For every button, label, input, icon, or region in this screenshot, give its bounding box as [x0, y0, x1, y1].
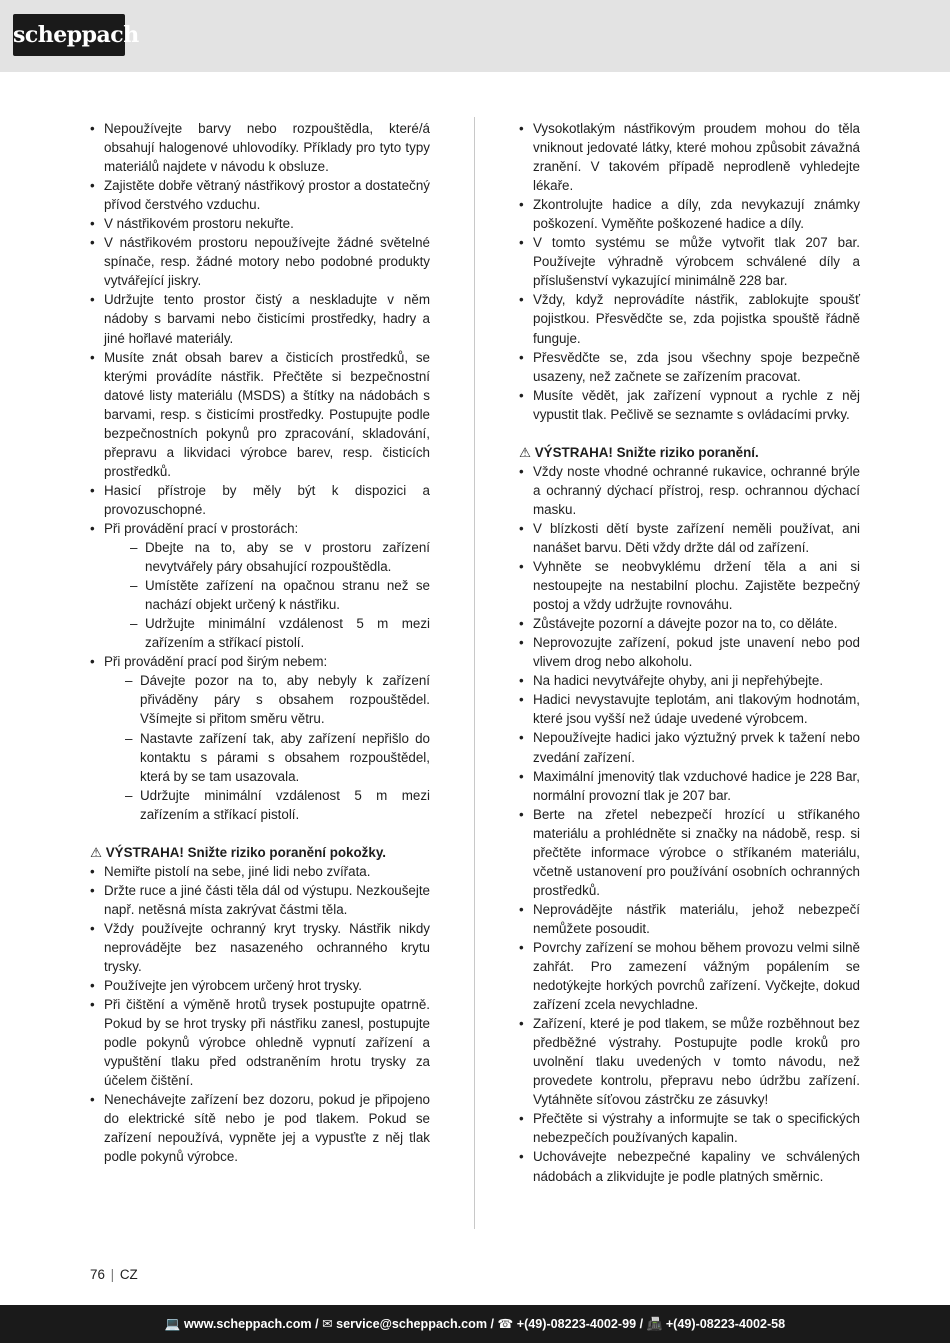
contact-footer-bar [0, 1305, 950, 1343]
list-item: • Nepoužívejte barvy nebo rozpouštědla, které/á obsahují halogenové uhlovodíky. Příklady pro tyto typy materiálů najdete v návodu k obsluze. [90, 119, 430, 176]
sub-item: – Dbejte na to, aby se v prostoru zařízení nevytvářely páry obsahující rozpouštědla. [145, 538, 430, 576]
list-item-outdoor [90, 652, 430, 823]
list-item: • Vždy, když neprovádíte nástřik, zablokujte spoušť pojistkou. Přesvědčte se, zda pojistka spouště řádně funguje. [519, 290, 860, 347]
list-item: • Nenechávejte zařízení bez dozoru, pokud je připojeno do elektrické sítě nebo je pod tlakem. Pokud se zařízení nepoužívá, vypněte jej a vypusťte z něj tlak podle pokynů výrobce. [90, 1090, 430, 1166]
column-divider [474, 117, 475, 1229]
indoor-intro: Při provádění prací v prostorách: [104, 520, 299, 536]
phone-icon: ☎ [497, 1317, 514, 1331]
list-item: • Vysokotlakým nástřikovým proudem mohou do těla vniknout jedovaté látky, které mohou způsobit závažná zranění. V takovém případě neprodleně vyhledejte lékaře. [519, 119, 860, 195]
right-bullet-list-2 [519, 462, 860, 1186]
right-bullet-list-1 [519, 119, 860, 424]
warning-heading-text: VÝSTRAHA! Snižte riziko poranění. [534, 444, 759, 460]
list-item: • Berte na zřetel nebezpečí hrozící u stříkaného materiálu a prohlédněte si značky na nádobě, resp. si přečtěte informace výrobce o stříkaném materiálu, včetně ustanovení pro používání osobních ochranných prostředků. [519, 805, 860, 900]
list-item: • Neprovozujte zařízení, pokud jste unavení nebo pod vlivem drog nebo alkoholu. [519, 633, 860, 671]
list-item: • V blízkosti dětí byste zařízení neměli používat, ani nanášet barvu. Děti vždy držte dál od zařízení. [519, 519, 860, 557]
list-item: • Používejte jen výrobcem určený hrot trysky. [90, 976, 430, 995]
list-item: • Musíte vědět, jak zařízení vypnout a rychle z něj vypustit tlak. Pečlivě se seznamte s ovládacími prvky. [519, 386, 860, 424]
right-column [519, 119, 860, 1186]
phone-number[interactable]: +(49)-08223-4002-99 [516, 1317, 637, 1331]
injury-warning-heading [519, 443, 860, 462]
list-item: • Nepoužívejte hadici jako výztužný prvek k tažení nebo zvedání zařízení. [519, 728, 860, 766]
list-item: • Hadici nevystavujte teplotám, ani tlakovým hodnotám, které jsou vyšší než údaje uvedené výrobcem. [519, 690, 860, 728]
list-item: • Přečtěte si výstrahy a informujte se tak o specifických nebezpečích používaných kapalin. [519, 1109, 860, 1147]
list-item: • Zůstávejte pozorní a dávejte pozor na to, co děláte. [519, 614, 860, 633]
list-item: • Hasicí přístroje by měly být k dispozici a provozuschopné. [90, 481, 430, 519]
warning-heading-text: VÝSTRAHA! Snižte riziko poranění pokožky. [105, 844, 386, 860]
sub-item: – Nastavte zařízení tak, aby zařízení nepřišlo do kontaktu s párami s obsahem rozpouštědel, která by se tam usazovala. [140, 729, 430, 786]
sub-item: – Udržujte minimální vzdálenost 5 m mezi zařízením a stříkací pistolí. [145, 614, 430, 652]
left-column [90, 119, 430, 1167]
list-item: • Přesvědčte se, zda jsou všechny spoje bezpečně usazeny, než začnete se zařízením pracovat. [519, 348, 860, 386]
skin-injury-warning-heading [90, 843, 430, 862]
list-item: • Zajistěte dobře větraný nástřikový prostor a dostatečný přívod čerstvého vzduchu. [90, 176, 430, 214]
list-item: • Maximální jmenovitý tlak vzduchové hadice je 228 Bar, normální provozní tlak je 207 bar. [519, 767, 860, 805]
list-item: • Musíte znát obsah barev a čisticích prostředků, se kterými provádíte nástřik. Přečtěte si bezpečnostní datové listy materiálu (MSDS) a štítky na nádobách s barvami, resp. s čisticími prostředky. Postupujte podle bezpečnostních pokynů pro zpracování, skladování, přepravu a likvidaci výrobce barev, resp. čisticích prostředků. [90, 348, 430, 481]
list-item: • Držte ruce a jiné části těla dál od výstupu. Nezkoušejte např. netěsná místa zakrývat částmi těla. [90, 881, 430, 919]
list-item: • V nástřikovém prostoru nekuřte. [90, 214, 430, 233]
indoor-sublist [104, 538, 430, 652]
list-item: • Udržujte tento prostor čistý a neskladujte v něm nádoby s barvami nebo čisticími prostředky, hadry a jiné hořlavé materiály. [90, 290, 430, 347]
computer-icon: 💻 [164, 1317, 181, 1331]
page-number: 76 [90, 1267, 105, 1282]
list-item: • Nemiřte pistolí na sebe, jiné lidi nebo zvířata. [90, 862, 430, 881]
list-item: • Zařízení, které je pod tlakem, se může rozběhnout bez předběžné výstrahy. Postupujte podle kroků pro uvolnění tlaku uvedených v tomto návodu, než provedete kontrolu, přepravu nebo údržbu zařízení. Vytáhněte síťovou zástrčku ze zásuvky! [519, 1014, 860, 1109]
list-item-indoor [90, 519, 430, 652]
list-item: • Uchovávejte nebezpečné kapaliny ve schválených nádobách a zlikvidujte je podle platných směrnic. [519, 1147, 860, 1185]
footer-slash: / [490, 1317, 495, 1331]
list-item: • Vždy používejte ochranný kryt trysky. Nástřik nikdy neprovádějte bez nasazeného ochranného krytu trysky. [90, 919, 430, 976]
sub-item: – Udržujte minimální vzdálenost 5 m mezi zařízením a stříkací pistolí. [140, 786, 430, 824]
footer-slash: / [315, 1317, 319, 1331]
warning-icon: ⚠ [519, 444, 532, 460]
left-bullet-list-2 [90, 862, 430, 1167]
list-item: • Při čištění a výměně hrotů trysek postupujte opatrně. Pokud by se hrot trysky při nástřiku zanesl, postupujte podle pokynů výrobce ohledně vypnutí zařízení a vypuštění tlaku před odstraněním hrotu trysky za účelem čištění. [90, 995, 430, 1090]
fax-icon: 📠 [646, 1317, 663, 1331]
sub-item: – Dávejte pozor na to, aby nebyly k zařízení přiváděny páry s obsahem rozpouštědel. Všímejte si přitom směru větru. [140, 671, 430, 728]
outdoor-sublist [104, 671, 430, 823]
website-link[interactable]: www.scheppach.com [183, 1317, 312, 1331]
warning-icon: ⚠ [90, 844, 103, 860]
scheppach-logo: scheppach [13, 14, 125, 56]
page-separator: | [110, 1267, 115, 1282]
list-item: • Zkontrolujte hadice a díly, zda nevykazují známky poškození. Vyměňte poškozené hadice a díly. [519, 195, 860, 233]
email-link[interactable]: service@scheppach.com [336, 1317, 488, 1331]
left-bullet-list-1 [90, 119, 430, 824]
language-code: CZ [119, 1267, 138, 1282]
list-item: • Povrchy zařízení se mohou během provozu velmi silně zahřát. Pro zamezení vážným popálením se nedotýkejte horkých povrchů zařízení. Vyčkejte, dokud zařízení zcela nevychladne. [519, 938, 860, 1014]
list-item: • Neprovádějte nástřik materiálu, jehož nebezpečí nemůžete posoudit. [519, 900, 860, 938]
page-header [0, 0, 950, 72]
list-item: • Vyhněte se neobvyklému držení těla a ani si nestoupejte na nestabilní plochu. Zajistěte bezpečný postoj a vždy udržujte rovnováhu. [519, 557, 860, 614]
list-item: • Vždy noste vhodné ochranné rukavice, ochranné brýle a ochranný dýchací přístroj, resp. ochrannou dýchací masku. [519, 462, 860, 519]
sub-item: – Umístěte zařízení na opačnou stranu než se nachází objekt určený k nástřiku. [145, 576, 430, 614]
list-item: • V tomto systému se může vytvořit tlak 207 bar. Používejte výhradně výrobcem schválené díly a příslušenství vykazující minimálně 228 bar. [519, 233, 860, 290]
page-number-label [90, 1265, 138, 1284]
footer-slash: / [639, 1317, 644, 1331]
list-item: • V nástřikovém prostoru nepoužívejte žádné světelné spínače, resp. žádné motory nebo podobné produkty vytvářející jiskry. [90, 233, 430, 290]
fax-number: +(49)-08223-4002-58 [665, 1317, 786, 1331]
list-item: • Na hadici nevytvářejte ohyby, ani ji nepřehýbejte. [519, 671, 860, 690]
outdoor-intro: Při provádění prací pod širým nebem: [104, 654, 328, 670]
mail-icon: ✉ [322, 1317, 333, 1331]
